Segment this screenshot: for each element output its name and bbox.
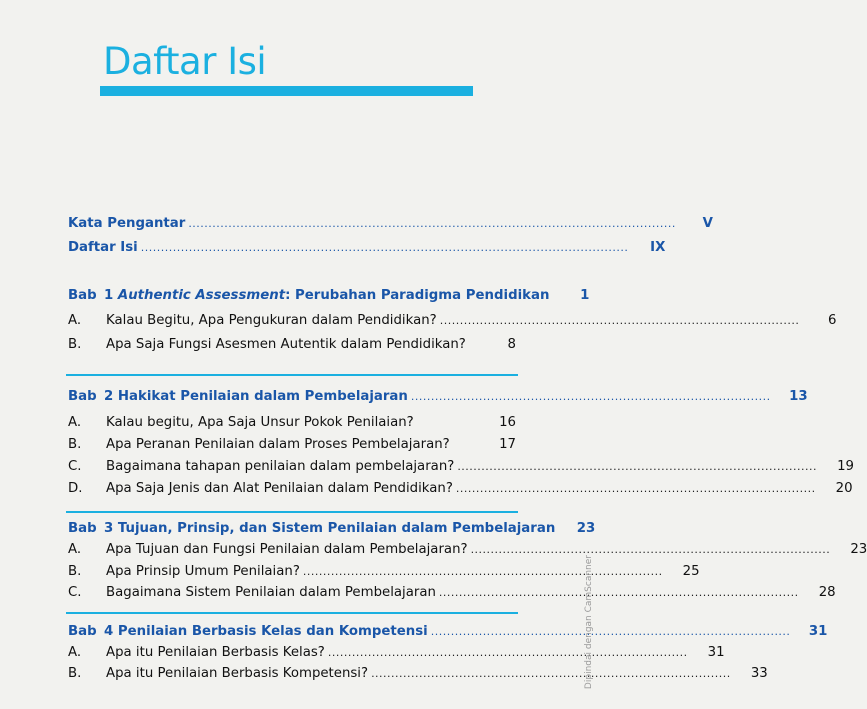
toc-entry[interactable]: B. Apa Saja Fungsi Asesmen Autentik dalam Pendidikan? 8 [68,337,516,352]
toc-chapter-2[interactable]: Bab 2 Hakikat Penilaian dalam Pembelajaran .......................................................................................... 13 [68,389,808,404]
toc-entry[interactable]: A. Apa itu Penilaian Berbasis Kelas? .......................................................................................... 31 [68,645,725,660]
toc-entry[interactable]: A. Kalau Begitu, Apa Pengukuran dalam Pendidikan? .......................................................................................... 6 [68,313,837,328]
section-divider [66,511,518,513]
toc-chapter-1[interactable]: Bab 1 Authentic Assessment: Perubahan Paradigma Pendidikan 1 [68,288,590,303]
section-divider [66,612,518,614]
page-title: Daftar Isi [103,40,267,83]
toc-entry[interactable]: B. Apa Prinsip Umum Penilaian? .......................................................................................... 25 [68,564,700,579]
toc-entry[interactable]: B. Apa Peranan Penilaian dalam Proses Pembelajaran? 17 [68,437,516,452]
toc-entry[interactable]: A. Apa Tujuan dan Fungsi Penilaian dalam Pembelajaran? .......................................................................................... 23 [68,542,867,557]
toc-chapter-3[interactable]: Bab 3 Tujuan, Prinsip, dan Sistem Penilaian dalam Pembelajaran 23 [68,521,596,536]
scanner-watermark: Dipindai dengan CamScanner [584,555,594,690]
toc-entry[interactable]: C. Bagaimana tahapan penilaian dalam pembelajaran? .......................................................................................... 19 [68,459,855,474]
toc-entry[interactable]: A. Kalau begitu, Apa Saja Unsur Pokok Penilaian? 16 [68,415,516,430]
toc-entry-kata-pengantar[interactable]: Kata Pengantar .......................................................................................................................... V [68,216,713,231]
toc-entry-daftar-isi[interactable]: Daftar Isi .......................................................................................................................... IX [68,240,666,255]
toc-entry[interactable]: D. Apa Saja Jenis dan Alat Penilaian dalam Pendidikan? .......................................................................................... 20 [68,481,853,496]
toc-chapter-4[interactable]: Bab 4 Penilaian Berbasis Kelas dan Kompetensi .......................................................................................... 31 [68,624,828,639]
toc-entry[interactable]: B. Apa itu Penilaian Berbasis Kompetensi? .......................................................................................... 33 [68,666,768,681]
section-divider [66,374,518,376]
title-underline [100,86,473,96]
toc-entry[interactable]: C. Bagaimana Sistem Penilaian dalam Pembelajaran .......................................................................................... 28 [68,585,836,600]
